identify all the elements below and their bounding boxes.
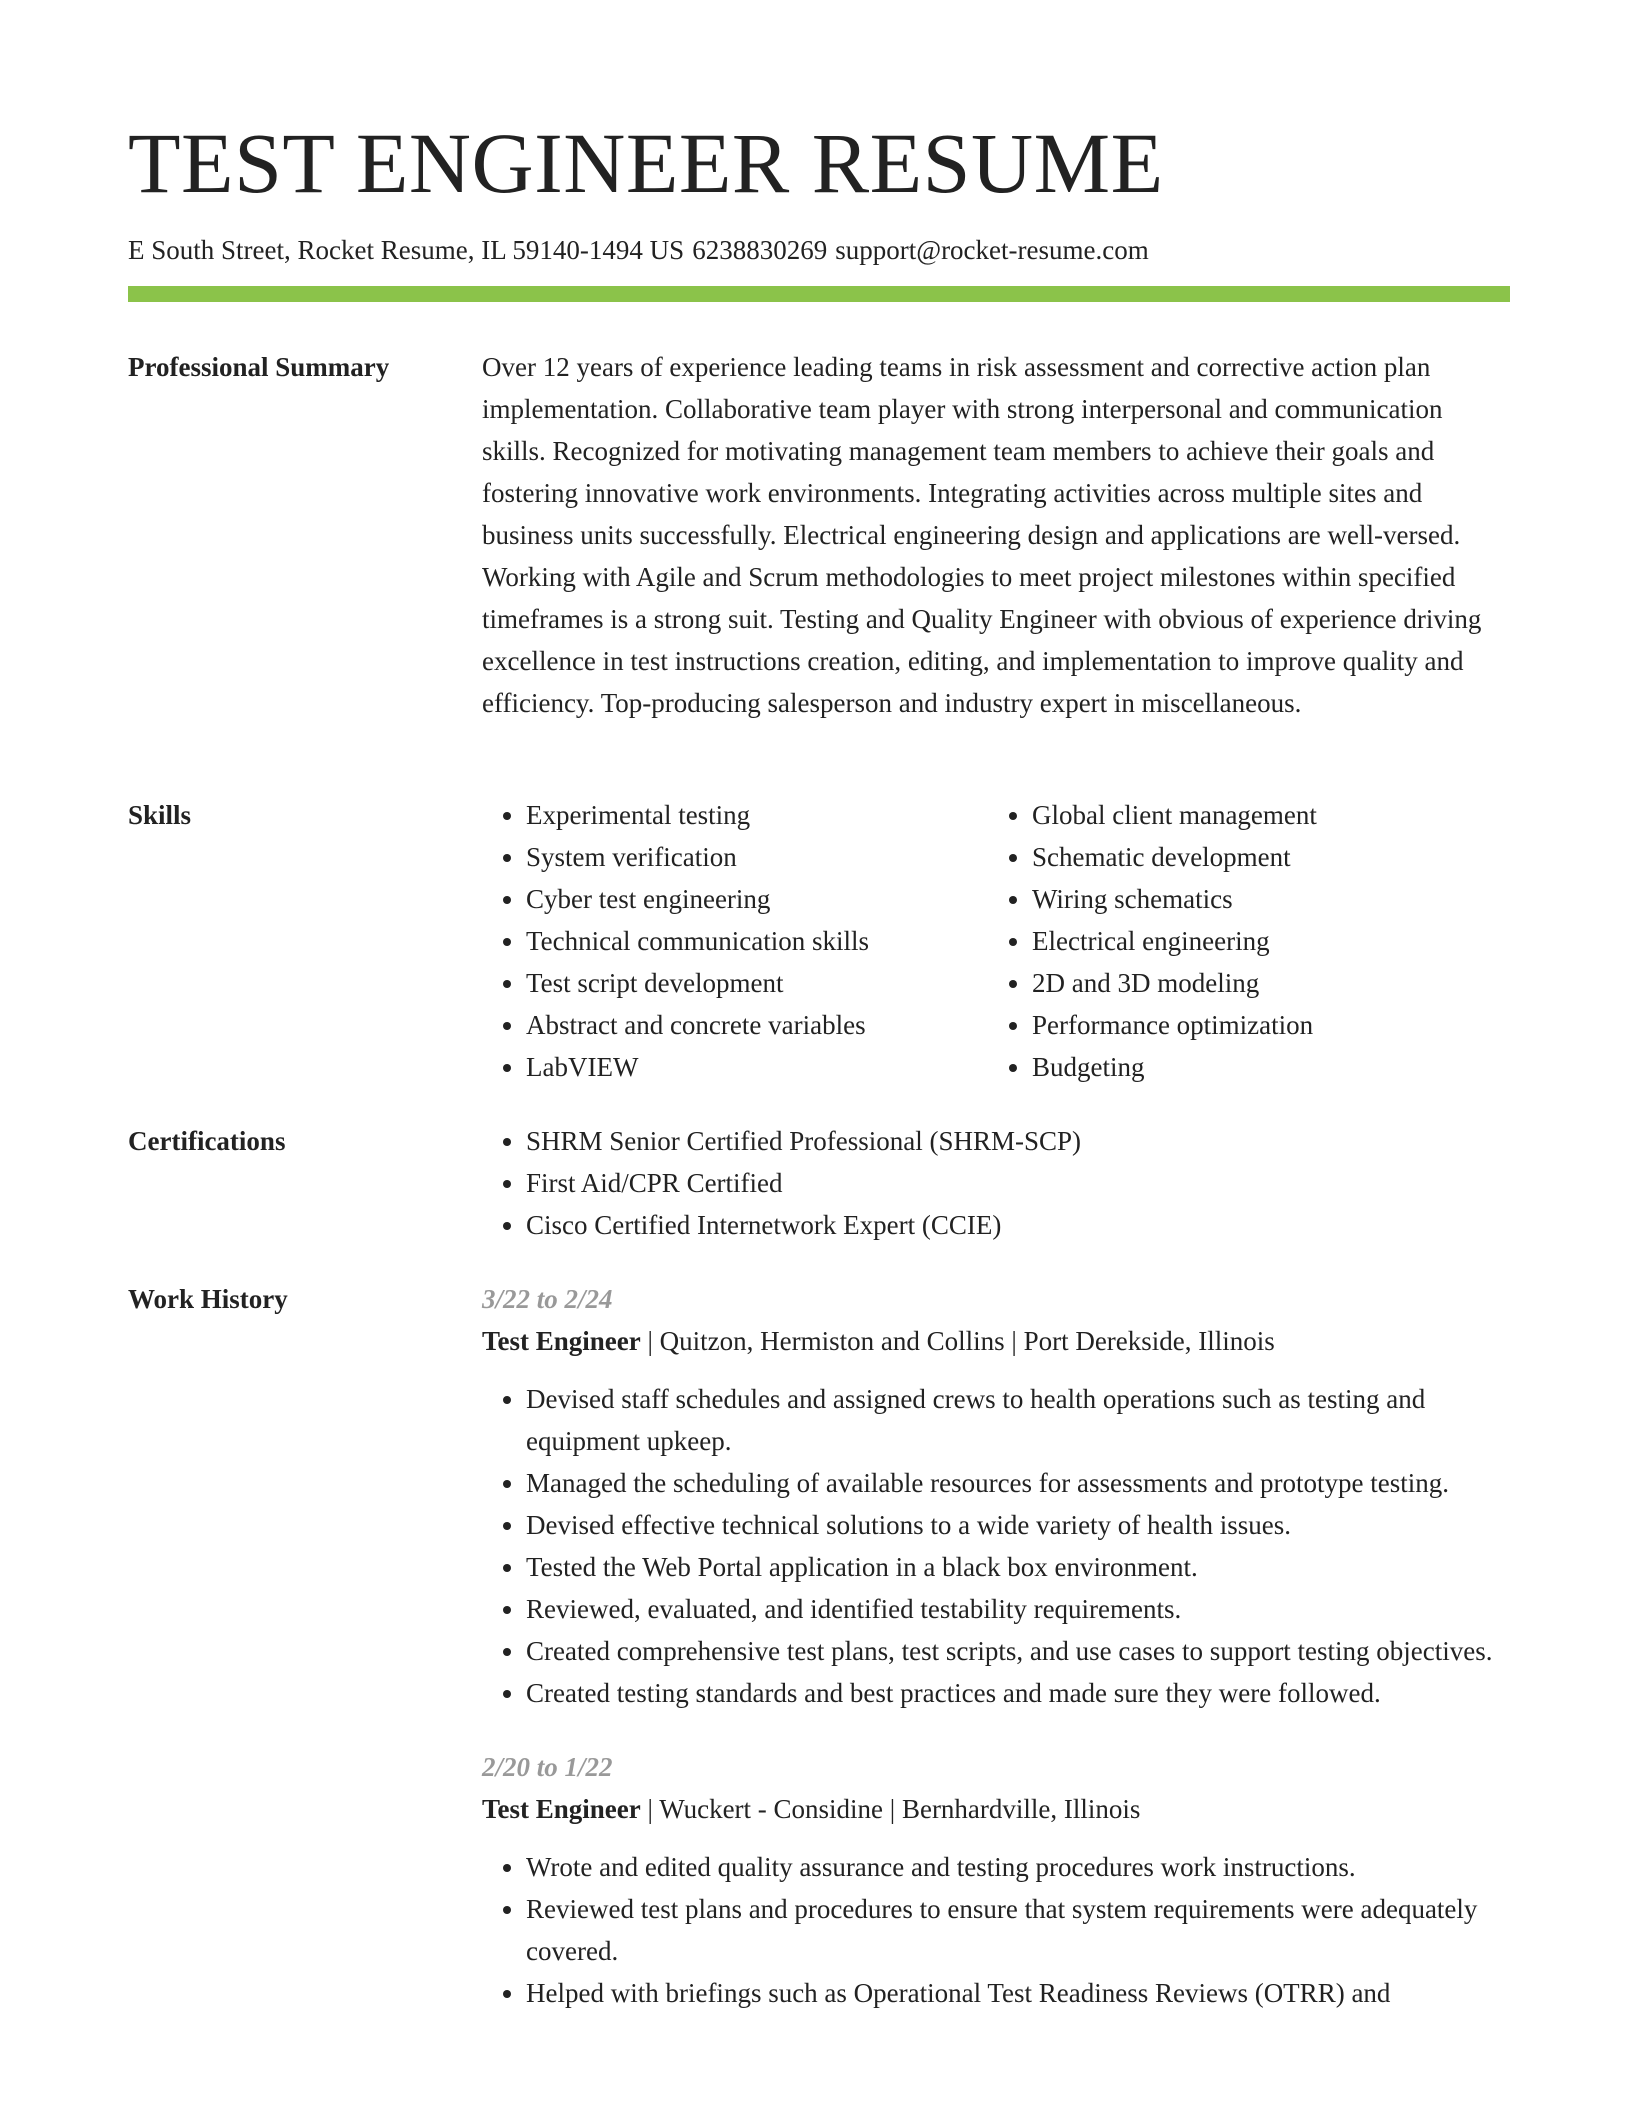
job-heading	[482, 1788, 1510, 1830]
skill-item: • LabVIEW	[526, 1046, 988, 1088]
certifications-heading: Certifications	[128, 1126, 286, 1156]
summary-text: Over 12 years of experience leading teams in risk assessment and corrective action plan implementation. Collaborative team player with strong interpersonal and communication skills. Recognized for motivating management team members to achieve their goals and fostering innovative work environments. Integrating activities across multiple sites and business units successfully. Electrical engineering design and applications are well-versed. Working with Agile and Scrum methodologies to meet project milestones within specified timeframes is a strong suit. Testing and Quality Engineer with obvious of experience driving excellence in test instructions creation, editing, and implementation to improve quality and efficiency. Top-producing salesperson and industry expert in miscellaneous.	[482, 352, 1482, 718]
header-divider	[128, 286, 1510, 302]
contact-address: E South Street, Rocket Resume, IL 59140-1494 US	[128, 235, 685, 265]
job-dates: 2/20 to 1/22	[482, 1752, 613, 1782]
skill-item: • System verification	[526, 836, 988, 878]
job-bullet: • Created comprehensive test plans, test scripts, and use cases to support testing objectives.	[526, 1630, 1510, 1672]
certification-item: • Cisco Certified Internetwork Expert (CCIE)	[526, 1204, 1510, 1246]
skill-item: • Abstract and concrete variables	[526, 1004, 988, 1046]
job-bullet: • Wrote and edited quality assurance and testing procedures work instructions.	[526, 1846, 1510, 1888]
job-bullet: • Reviewed, evaluated, and identified testability requirements.	[526, 1588, 1510, 1630]
resume-title: TEST ENGINEER RESUME	[128, 115, 1164, 211]
job-location: Bernhardville, Illinois	[901, 1794, 1141, 1824]
job-separator: |	[640, 1794, 660, 1824]
work-history-heading: Work History	[128, 1284, 288, 1314]
summary-body	[482, 346, 1510, 724]
contact-email: support@rocket-resume.com	[835, 235, 1149, 265]
job-bullet: • Reviewed test plans and procedures to ensure that system requirements were adequately covered.	[526, 1888, 1510, 1972]
skill-item: • Schematic development	[1032, 836, 1494, 878]
certifications-body	[482, 1120, 1510, 1246]
contact-phone: 6238830269	[692, 235, 828, 265]
skills-body	[482, 794, 1510, 1088]
job-separator: |	[1004, 1326, 1024, 1356]
job-entry	[482, 1746, 1510, 2014]
job-location: Port Derekside, Illinois	[1023, 1326, 1275, 1356]
certification-item: • First Aid/CPR Certified	[526, 1162, 1510, 1204]
job-bullet: • Devised effective technical solutions to a wide variety of health issues.	[526, 1504, 1510, 1546]
job-bullet: • Devised staff schedules and assigned crews to health operations such as testing and equipment upkeep.	[526, 1378, 1510, 1462]
summary-heading: Professional Summary	[128, 352, 390, 382]
skill-item: • Test script development	[526, 962, 988, 1004]
skill-item: • Electrical engineering	[1032, 920, 1494, 962]
job-bullet: • Tested the Web Portal application in a black box environment.	[526, 1546, 1510, 1588]
skill-item: • Technical communication skills	[526, 920, 988, 962]
skills-column-left	[482, 794, 988, 1088]
job-bullet: • Created testing standards and best practices and made sure they were followed.	[526, 1672, 1510, 1714]
job-title: Test Engineer	[482, 1794, 641, 1824]
skill-item: • Performance optimization	[1032, 1004, 1494, 1046]
skill-item: • Budgeting	[1032, 1046, 1494, 1088]
skill-item: • Global client management	[1032, 794, 1494, 836]
certification-item: • SHRM Senior Certified Professional (SHRM-SCP)	[526, 1120, 1510, 1162]
skill-item: • Wiring schematics	[1032, 878, 1494, 920]
job-bullet: • Helped with briefings such as Operational Test Readiness Reviews (OTRR) and	[526, 1972, 1510, 2014]
skills-heading: Skills	[128, 800, 192, 830]
skill-item: • Experimental testing	[526, 794, 988, 836]
job-dates: 3/22 to 2/24	[482, 1284, 613, 1314]
contact-info	[128, 232, 1149, 268]
job-bullet: • Managed the scheduling of available resources for assessments and prototype testing.	[526, 1462, 1510, 1504]
job-company: Wuckert - Considine	[659, 1794, 884, 1824]
work-history-body	[482, 1278, 1510, 2014]
skills-column-right	[988, 794, 1494, 1088]
job-company: Quitzon, Hermiston and Collins	[659, 1326, 1005, 1356]
skill-item: • Cyber test engineering	[526, 878, 988, 920]
job-separator: |	[883, 1794, 902, 1824]
job-title: Test Engineer	[482, 1326, 641, 1356]
skill-item: • 2D and 3D modeling	[1032, 962, 1494, 1004]
job-entry	[482, 1278, 1510, 1714]
job-separator: |	[640, 1326, 660, 1356]
job-heading	[482, 1320, 1510, 1362]
